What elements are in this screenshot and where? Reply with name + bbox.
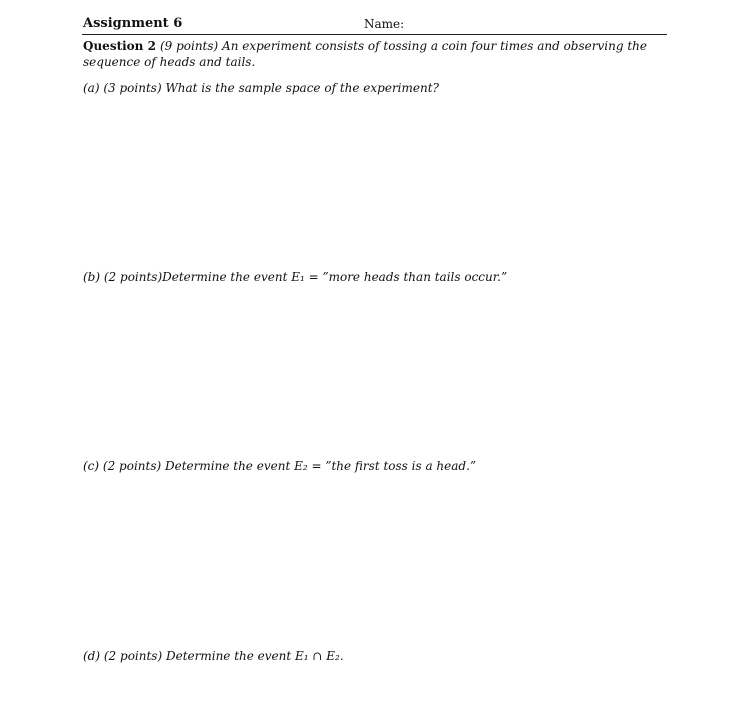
page-header — [82, 15, 667, 35]
part-c-points: (2 points) — [102, 459, 162, 473]
question-2 — [83, 38, 673, 70]
part-a-text: What is the sample space of the experiment? — [165, 81, 439, 95]
part-c-text: Determine the event E₂ = ”the first toss is a head.” — [165, 459, 477, 473]
part-a-points: (3 points) — [103, 81, 162, 95]
part-d — [83, 649, 344, 663]
part-d-label: (d) — [83, 649, 101, 663]
part-b-points: (2 points) — [103, 270, 163, 284]
part-c — [83, 459, 476, 473]
question-text: An experiment consists of tossing a coin four times and observing the sequence of heads and tails. — [83, 39, 647, 69]
part-d-text: Determine the event E₁ ∩ E₂. — [165, 649, 344, 663]
question-label: Question 2 — [83, 39, 156, 53]
assignment-title: Assignment 6 — [83, 16, 183, 31]
part-b-label: (b) — [83, 270, 101, 284]
part-d-points: (2 points) — [103, 649, 163, 663]
part-a-label: (a) — [83, 81, 100, 95]
question-points: (9 points) — [159, 39, 219, 53]
part-c-label: (c) — [83, 459, 100, 473]
part-b-text: Determine the event E₁ = ”more heads than tails occur.” — [162, 270, 508, 284]
part-a — [83, 81, 439, 95]
name-label: Name: — [364, 17, 405, 31]
part-b — [83, 270, 507, 284]
